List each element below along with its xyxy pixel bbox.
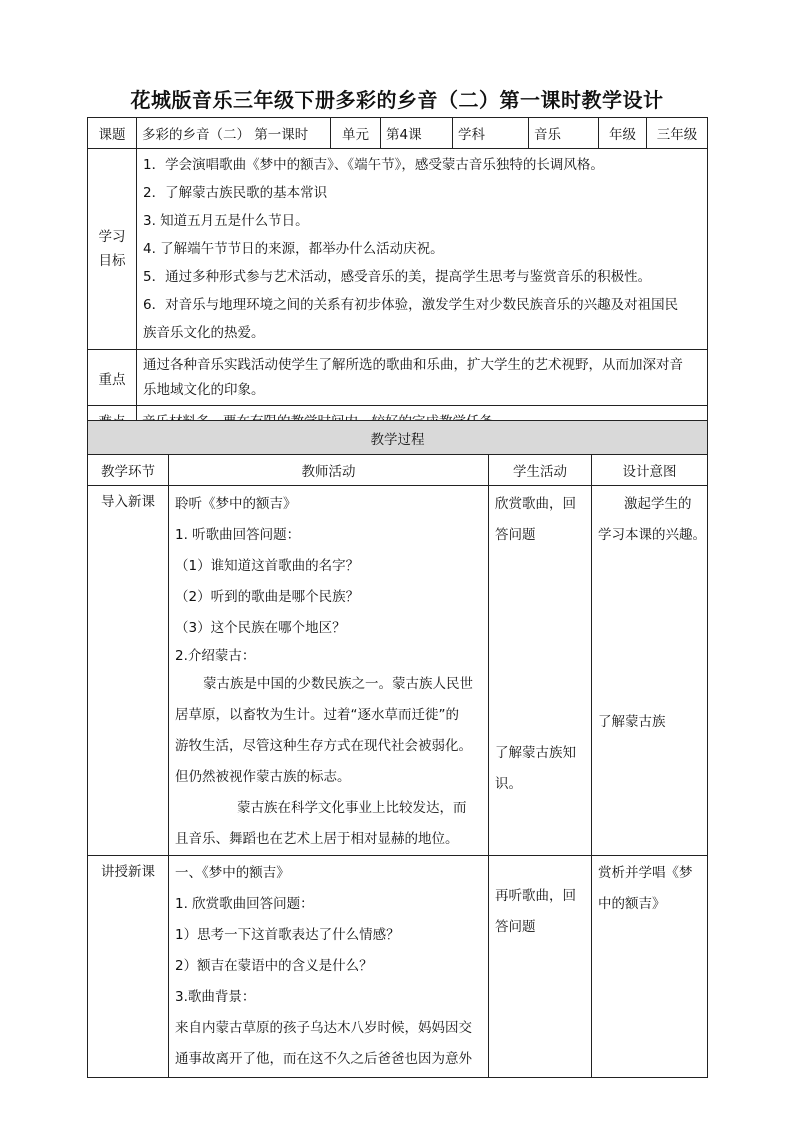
teacher-line: 蒙古族是中国的少数民族之一。蒙古族人民世 [203, 676, 473, 692]
grade-label: 年级 [599, 118, 647, 149]
subject-value: 音乐 [529, 118, 599, 149]
teacher-line: （2）听到的歌曲是哪个民族？ [175, 589, 360, 605]
student-line: 答问题 [495, 919, 536, 935]
objective-item: 4. 了解端午节节日的来源，都举办什么活动庆祝。 [143, 241, 444, 257]
teacher-line: 来自内蒙古草原的孩子乌达木八岁时候，妈妈因交 [175, 1020, 472, 1036]
lesson-info-table [87, 117, 708, 435]
objective-item: 2．了解蒙古族民歌的基本常识 [143, 185, 328, 201]
subject-label: 学科 [453, 118, 529, 149]
stage-new-lesson: 讲授新课 [88, 856, 169, 1078]
intent-line: 了解蒙古族 [598, 714, 666, 730]
student-line: 了解蒙古族知 [495, 745, 576, 761]
key-point-line: 通过各种音乐实践活动使学生了解所选的歌曲和乐曲，扩大学生的艺术视野，从而加深对音 [143, 356, 683, 373]
teacher-line: 2.介绍蒙古： [175, 648, 256, 664]
teaching-process-table [87, 420, 708, 1078]
design-intent-intro [592, 486, 708, 856]
intent-line: 学习本课的兴趣。 [598, 527, 706, 543]
teacher-line: 且音乐、舞蹈也在艺术上居于相对显赫的地位。 [175, 831, 459, 847]
design-intent-new-lesson [592, 856, 708, 1078]
unit-label: 单元 [331, 118, 381, 149]
page-title: 花城版音乐三年级下册多彩的乡音（二）第一课时教学设计 [130, 88, 664, 112]
key-point-line: 乐地域文化的印象。 [143, 381, 265, 398]
teacher-line: 蒙古族在科学文化事业上比较发达，而 [237, 800, 467, 816]
objective-item: 6．对音乐与地理环境之间的关系有初步体验，激发学生对少数民族音乐的兴趣及对祖国民 [143, 297, 679, 313]
column-header-student: 学生活动 [489, 455, 592, 486]
teacher-line: 通事故离开了他，而在这不久之后爸爸也因为意外 [175, 1051, 472, 1067]
process-heading-row [88, 421, 708, 455]
teacher-line: 1. 听歌曲回答问题： [175, 527, 301, 543]
column-header-intent: 设计意图 [592, 455, 708, 486]
teacher-line: 但仍然被视作蒙古族的标志。 [175, 769, 351, 785]
process-heading: 教学过程 [88, 421, 708, 455]
student-line: 答问题 [495, 527, 536, 543]
intent-line: 激起学生的 [624, 496, 692, 512]
intent-line: 中的额吉》 [598, 896, 666, 912]
teacher-activity-intro [169, 486, 489, 856]
topic-label: 课题 [88, 118, 137, 149]
topic-value: 多彩的乡音（二） 第一课时 [137, 118, 331, 149]
column-header-teacher: 教师活动 [169, 455, 489, 486]
teacher-line: （3）这个民族在哪个地区？ [175, 620, 346, 636]
process-column-header-row [88, 455, 708, 486]
objective-item: 1．学会演唱歌曲《梦中的额吉》、《端午节》，感受蒙古音乐独特的长调风格。 [143, 157, 604, 173]
objective-item: 5．通过多种形式参与艺术活动，感受音乐的美，提高学生思考与鉴赏音乐的积极性。 [143, 269, 652, 285]
process-row-new-lesson [88, 856, 708, 1078]
objectives-list [137, 149, 708, 350]
unit-value: 第4课 [381, 118, 453, 149]
topic-row [88, 118, 708, 149]
objective-item: 族音乐文化的热爱。 [143, 325, 265, 341]
objectives-label-line1: 学习 [98, 229, 126, 245]
key-point-text [137, 350, 708, 406]
intent-line: 赏析并学唱《梦 [598, 865, 693, 881]
key-point-row [88, 350, 708, 406]
student-activity-intro [489, 486, 592, 856]
key-point-label: 重点 [88, 350, 137, 406]
teacher-line: 3.歌曲背景： [175, 989, 256, 1005]
teacher-line: 1）思考一下这首歌表达了什么情感？ [175, 927, 400, 943]
process-row-intro [88, 486, 708, 856]
column-header-stage: 教学环节 [88, 455, 169, 486]
teacher-line: （1）谁知道这首歌曲的名字？ [175, 558, 360, 574]
student-line: 欣赏歌曲，回 [495, 496, 576, 512]
teacher-activity-new-lesson [169, 856, 489, 1078]
student-line: 再听歌曲，回 [495, 888, 576, 904]
objectives-label-line2: 目标 [98, 253, 126, 269]
stage-intro: 导入新课 [88, 486, 169, 856]
student-activity-new-lesson [489, 856, 592, 1078]
teacher-line: 游牧生活，尽管这种生存方式在现代社会被弱化。 [175, 738, 472, 754]
grade-value: 三年级 [647, 118, 708, 149]
objectives-row [88, 149, 708, 350]
teacher-line: 聆听《梦中的额吉》 [175, 496, 297, 512]
teacher-line: 一、《梦中的额吉》 [175, 865, 290, 881]
teacher-line: 1. 欣赏歌曲回答问题： [175, 896, 314, 912]
objective-item: 3. 知道五月五是什么节日。 [143, 213, 309, 229]
objectives-label [88, 149, 137, 350]
teacher-line: 居草原，以畜牧为生计。过着“逐水草而迁徙”的 [175, 707, 459, 723]
teacher-line: 2）额吉在蒙语中的含义是什么？ [175, 958, 373, 974]
student-line: 识。 [495, 776, 522, 792]
